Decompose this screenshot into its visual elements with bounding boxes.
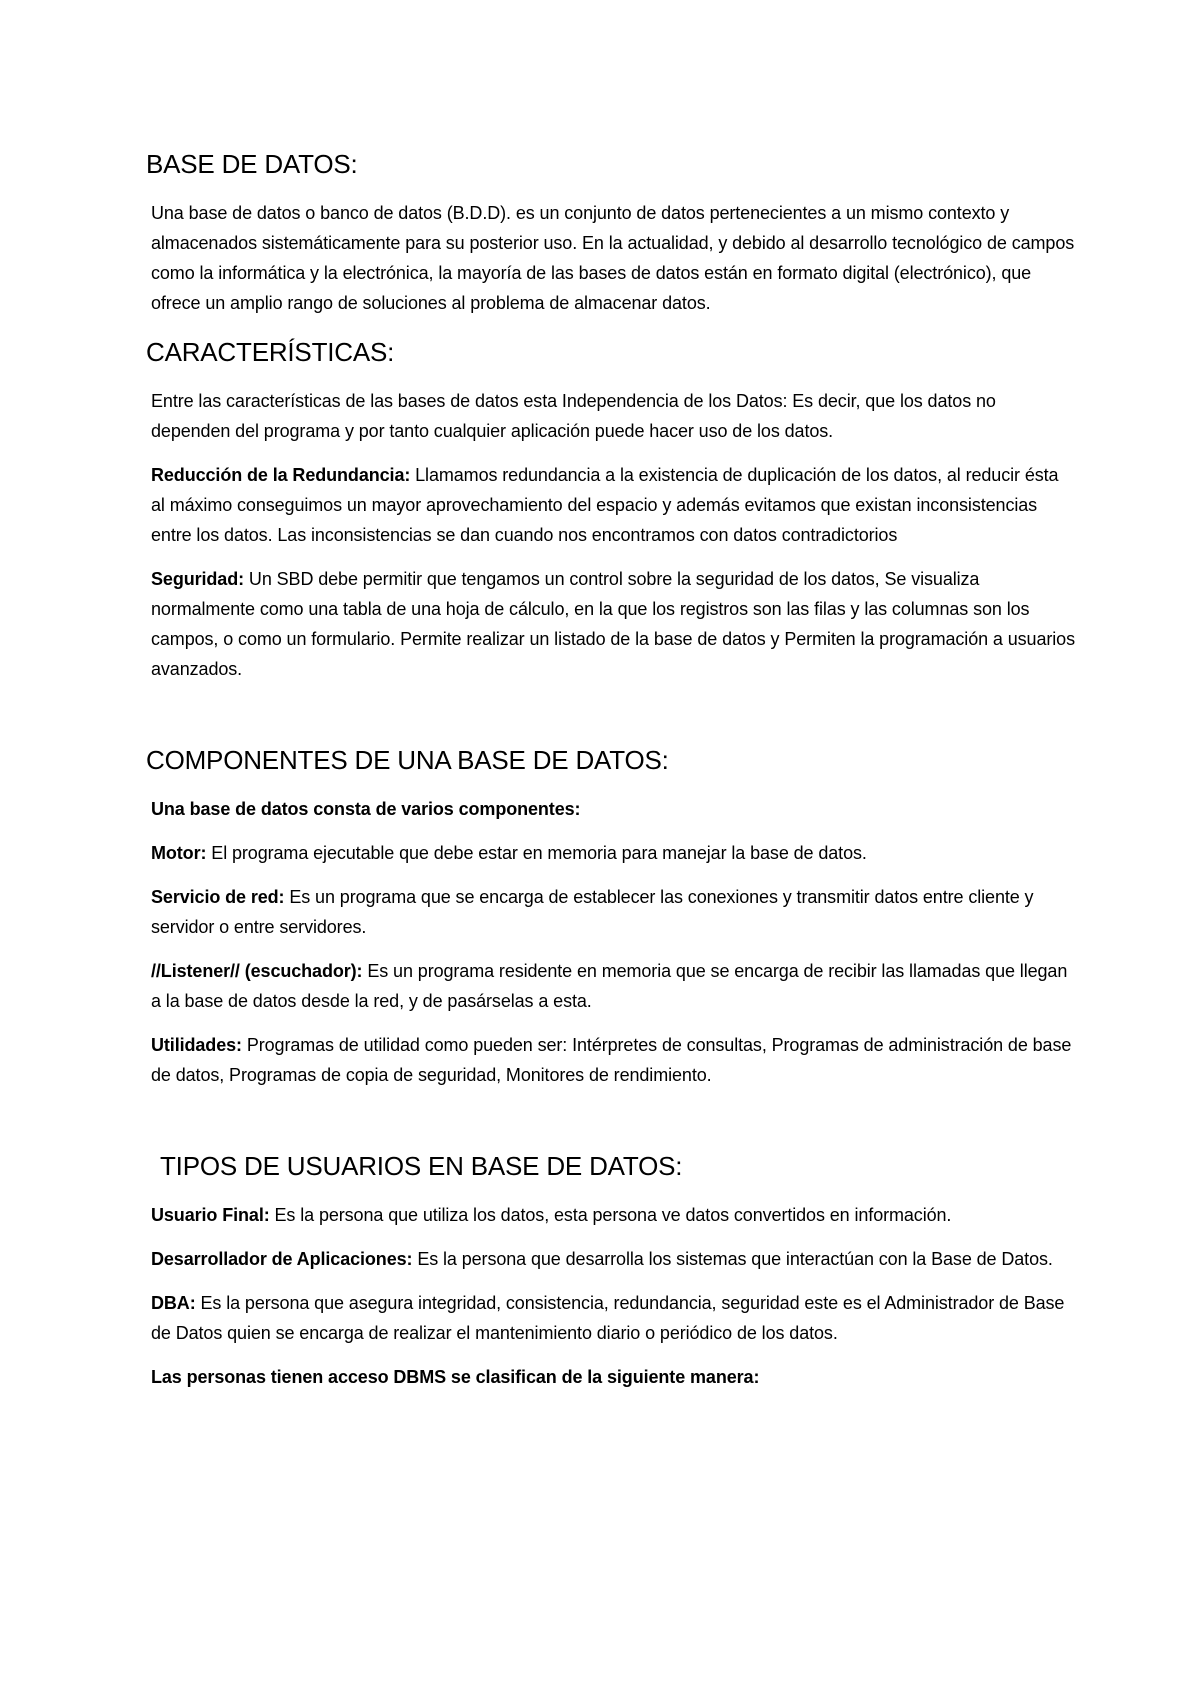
label-usuario-final: Usuario Final: [151,1205,270,1225]
paragraph-componentes-intro [146,794,1076,824]
label-servicio-red: Servicio de red: [151,887,285,907]
label-redundancia: Reducción de la Redundancia: [151,465,411,485]
label-motor: Motor: [151,843,207,863]
heading-tipos-usuarios: TIPOS DE USUARIOS EN BASE DE DATOS: [160,1151,683,1181]
paragraph-definition: Una base de datos o banco de datos (B.D.D). es un conjunto de datos pertenecientes a un mismo contexto y almacenados sistemáticamente para su posterior uso. En la actualidad, y debido al desarrollo tecnológico de campos como la informática y la electrónica, la mayoría de las bases de datos están en formato digital (electrónico), que ofrece un amplio rango de soluciones al problema de almacenar datos. [151,203,1075,313]
text-utilidades: Programas de utilidad como pueden ser: Intérpretes de consultas, Programas de administración de base de datos, Programas de copia de seguridad, Monitores de rendimiento. [151,1035,1072,1085]
paragraph-dba [146,1288,1076,1348]
paragraph-motor [146,838,1076,868]
label-utilidades: Utilidades: [151,1035,242,1055]
text-usuario-final: Es la persona que utiliza los datos, esta persona ve datos convertidos en información. [269,1205,952,1225]
paragraph-desarrollador [146,1244,1076,1274]
paragraph-listener [146,956,1076,1016]
heading-base-de-datos: BASE DE DATOS: [146,149,358,179]
text-listener: Es un programa residente en memoria que se encarga de recibir las llamadas que llegan a la base de datos desde la red, y de pasárselas a esta. [151,961,1068,1011]
heading-caracteristicas: CARACTERÍSTICAS: [146,337,395,367]
paragraph-servicio-red [146,882,1076,942]
label-componentes-intro: Una base de datos consta de varios componentes: [151,799,581,819]
paragraph-clasificacion [146,1362,1076,1392]
label-clasificacion: Las personas tienen acceso DBMS se clasifican de la siguiente manera: [151,1367,760,1387]
text-motor: El programa ejecutable que debe estar en memoria para manejar la base de datos. [206,843,867,863]
label-dba: DBA: [151,1293,196,1313]
text-desarrollador: Es la persona que desarrolla los sistemas que interactúan con la Base de Datos. [412,1249,1053,1269]
text-redundancia: Llamamos redundancia a la existencia de duplicación de los datos, al reducir ésta al máximo conseguimos un mayor aprovechamiento del espacio y además evitamos que existan inconsistencias entre los datos. Las inconsistencias se dan cuando nos encontramos con datos contradictorios [151,465,1059,545]
heading-componentes: COMPONENTES DE UNA BASE DE DATOS: [146,745,669,775]
label-desarrollador: Desarrollador de Aplicaciones: [151,1249,413,1269]
text-servicio-red: Es un programa que se encarga de establecer las conexiones y transmitir datos entre cliente y servidor o entre servidores. [151,887,1034,937]
paragraph-utilidades [146,1030,1076,1090]
text-seguridad: Un SBD debe permitir que tengamos un control sobre la seguridad de los datos, Se visualiza normalmente como una tabla de una hoja de cálculo, en la que los registros son las filas y las columnas son los campos, o como un formulario. Permite realizar un listado de la base de datos y Permiten la programación a usuarios avanzados. [151,569,1075,679]
paragraph-usuario-final [146,1200,1076,1230]
label-listener: //Listener// (escuchador): [151,961,363,981]
paragraph-independencia: Entre las características de las bases de datos esta Independencia de los Datos: Es decir, que los datos no dependen del programa y por tanto cualquier aplicación puede hacer uso de los datos. [151,391,996,441]
paragraph-seguridad [146,564,1076,684]
document-content [146,148,1076,1392]
label-seguridad: Seguridad: [151,569,245,589]
paragraph-redundancia [146,460,1076,550]
text-dba: Es la persona que asegura integridad, consistencia, redundancia, seguridad este es el Administrador de Base de Datos quien se encarga de realizar el mantenimiento diario o periódico de los datos. [151,1293,1065,1343]
